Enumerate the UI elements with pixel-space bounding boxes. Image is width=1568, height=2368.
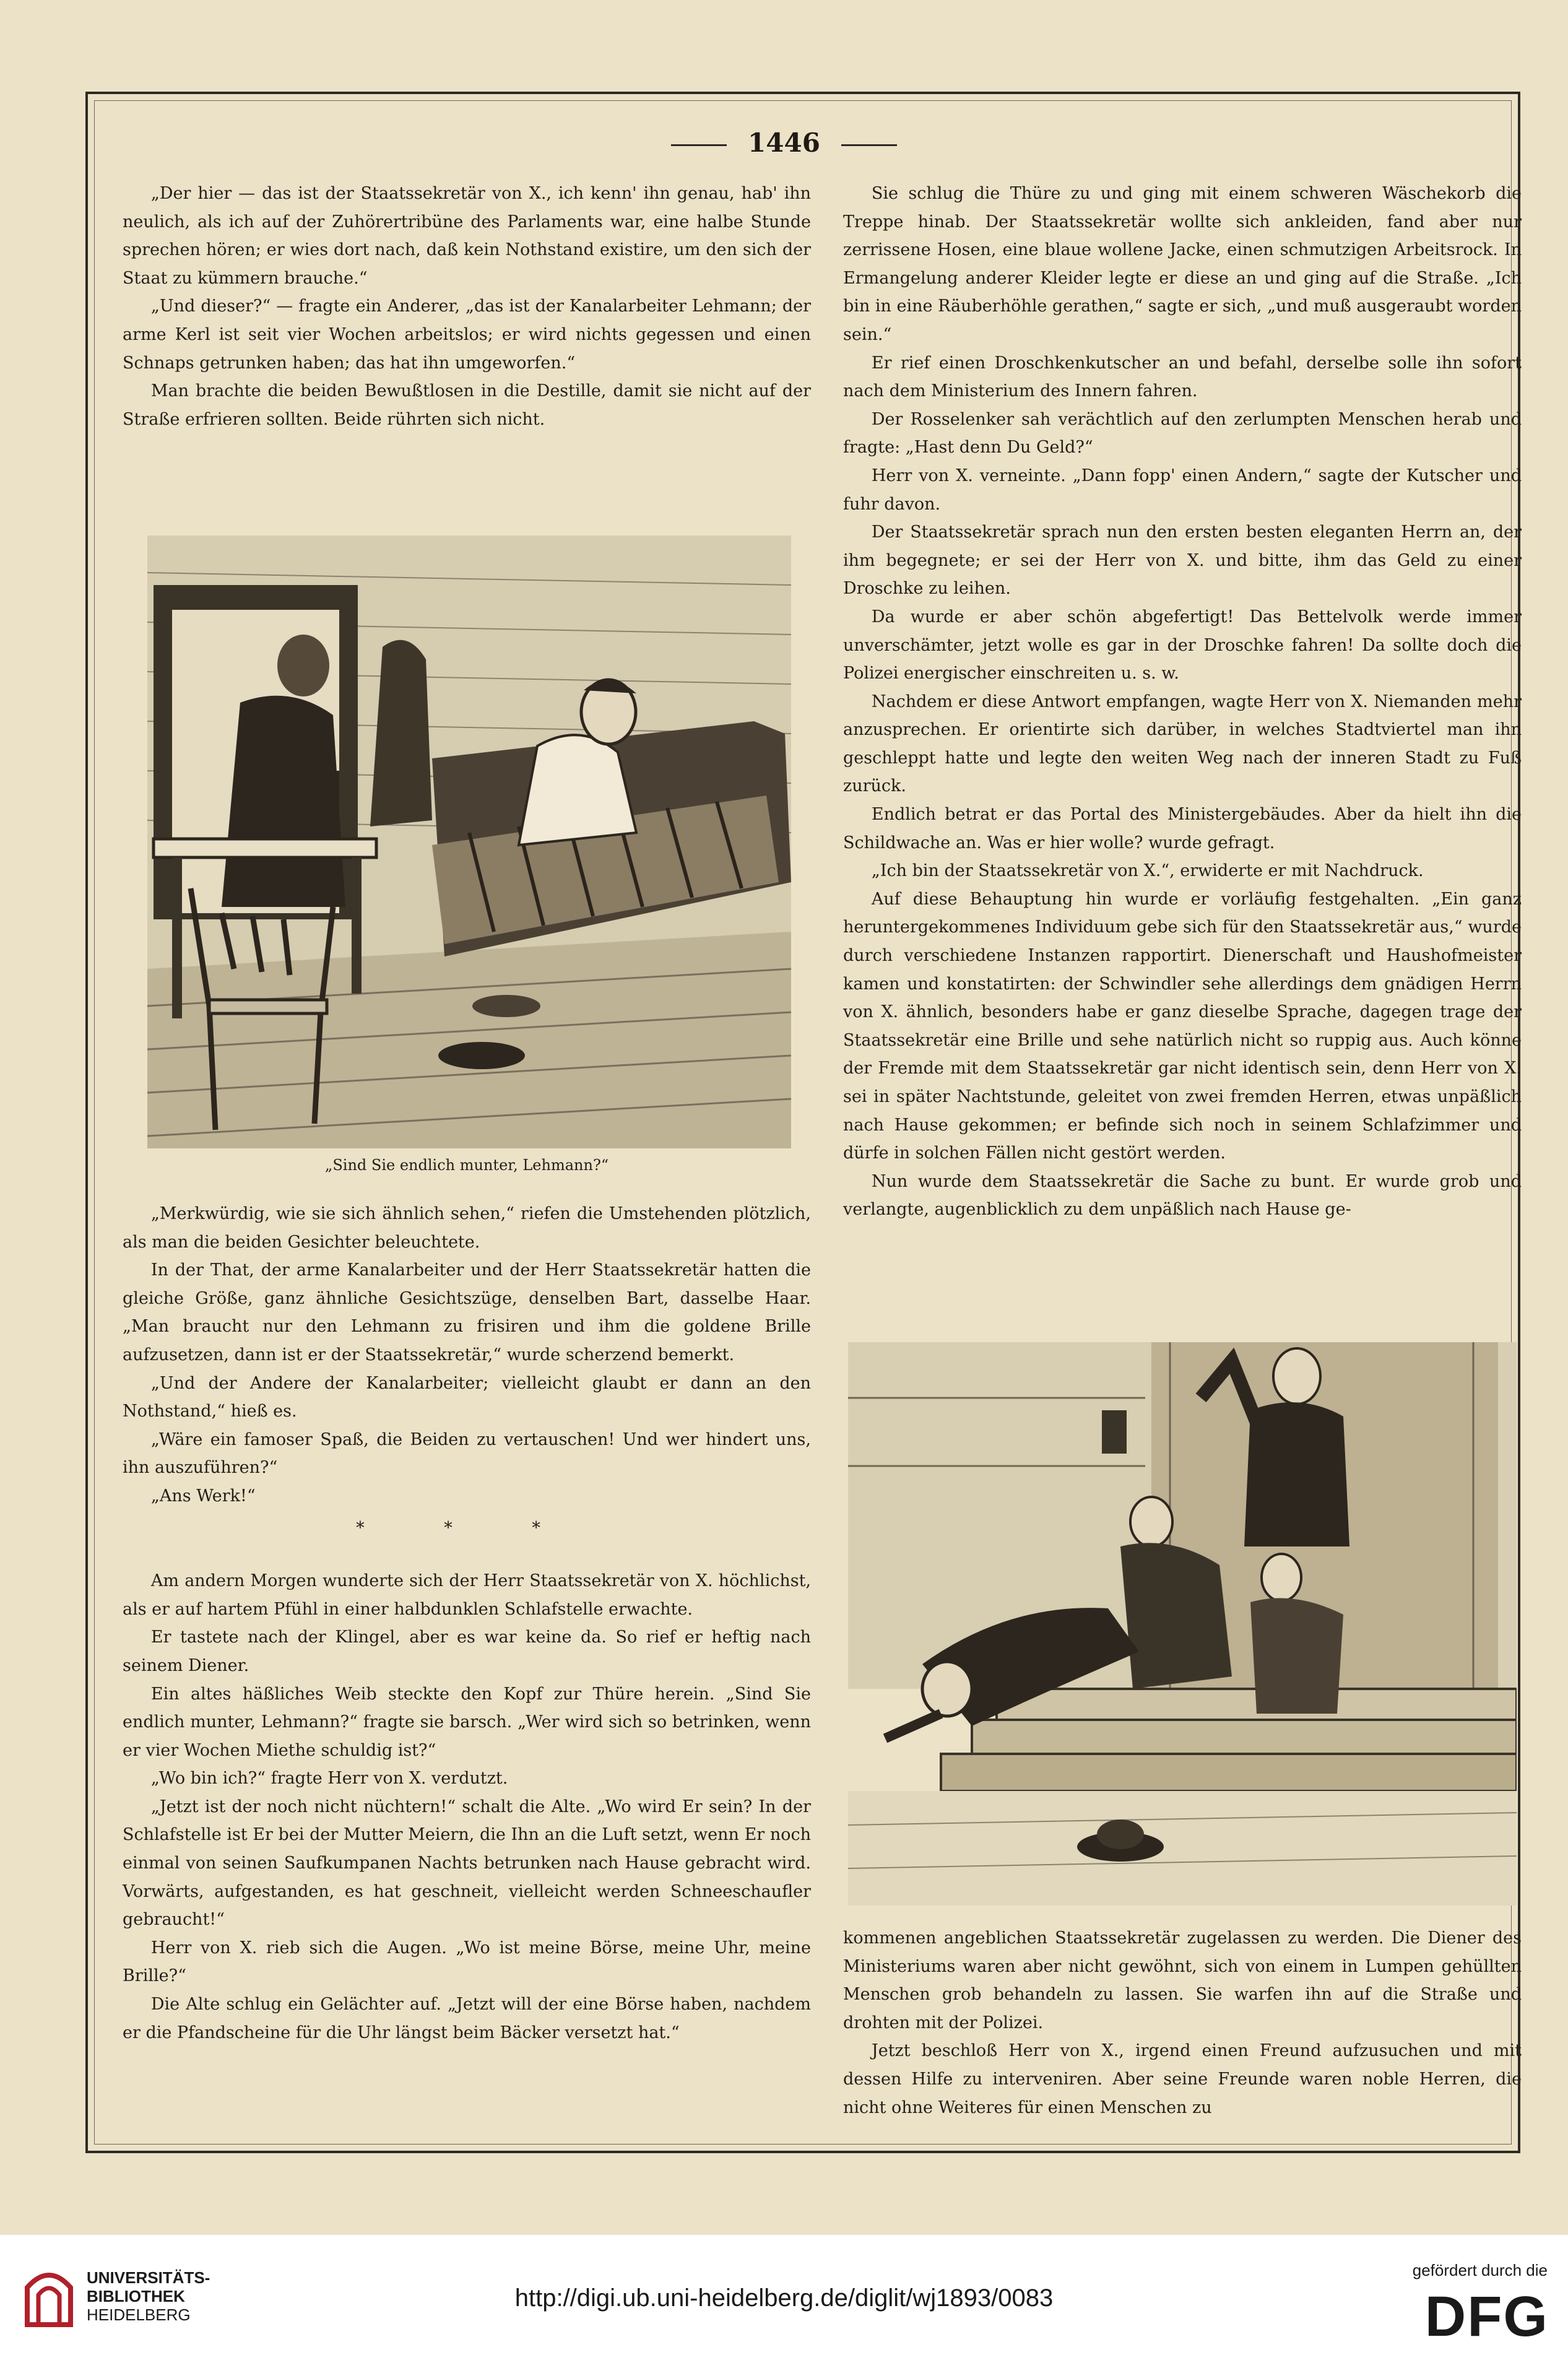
- paragraph: Er rief einen Droschkenkutscher an und befahl, derselbe solle ihn sofort nach dem Ministerium des Innern fahren.: [843, 353, 1522, 401]
- paragraph: Ein altes häßliches Weib steckte den Kopf zur Thüre herein. „Sind Sie endlich munter, Lehmann?“ fragte sie barsch. „Wer wird sich so betrinken, wenn er vier Wochen Miethe schuldig ist?“: [123, 1684, 811, 1760]
- bedroom-engraving: [147, 536, 791, 1148]
- illustration-caption: „Sind Sie endlich munter, Lehmann?“: [324, 1156, 609, 1174]
- paragraph: Nun wurde dem Staatssekretär die Sache zu bunt. Er wurde grob und verlangte, augenblicklich zu dem unpäßlich nach Hause ge-: [843, 1171, 1522, 1220]
- page-number: [0, 128, 1568, 158]
- paragraph: Der Staatssekretär sprach nun den ersten besten eleganten Herrn an, der ihm begegnete; er sei der Herr von X. und bitte, ihm das Geld zu einer Droschke zu leihen.: [843, 523, 1522, 599]
- funded-by-label: gefördert durch die: [1412, 2261, 1548, 2279]
- paragraph: „Ans Werk!“: [150, 1486, 256, 1506]
- dash-left: [671, 144, 727, 146]
- paragraph: Er tastete nach der Klingel, aber es war keine da. So rief er heftig nach seinem Diener.: [123, 1628, 811, 1675]
- paragraph: Der Rosselenker sah verächtlich auf den zerlumpten Menschen herab und fragte: „Hast denn Du Geld?“: [843, 409, 1522, 458]
- paragraph: Die Alte schlug ein Gelächter auf. „Jetzt will der eine Börse haben, nachdem er die Pfandscheine für die Uhr längst beim Bäcker versetzt hat.“: [123, 1995, 811, 2042]
- left-column-bottom: [123, 1200, 811, 2047]
- library-name-line1: UNIVERSITÄTS-: [87, 2268, 210, 2287]
- paragraph: „Jetzt ist der noch nicht nüchtern!“ schalt die Alte. „Wo wird Er sein? In der Schlafstelle ist Er bei der Mutter Meiern, die Ihn an die Luft setzt, wenn Er noch einmal von seinen Saufkumpanen Nachts betrunken nach Hause gebracht wird. Vorwärts, aufgestanden, es hat geschneit, vielleicht werden Schneeschaufler gebraucht!“: [123, 1797, 811, 1930]
- paragraph: Herr von X. rieb sich die Augen. „Wo ist meine Börse, meine Uhr, meine Brille?“: [123, 1938, 811, 1986]
- paragraph: „Und dieser?“ — fragte ein Anderer, „das ist der Kanalarbeiter Lehmann; der arme Kerl ist seit vier Wochen arbeitslos; er wird nichts gegessen und einen Schnaps getrunken haben; das hat ihn umgeworfen.“: [123, 297, 811, 373]
- paragraph: Endlich betrat er das Portal des Ministergebäudes. Aber da hielt ihn die Schildwache an. Was er hier wolle? wurde gefragt.: [843, 805, 1522, 852]
- paragraph: Man brachte die beiden Bewußtlosen in die Destille, damit sie nicht auf der Straße erfrieren sollten. Beide rührten sich nicht.: [123, 381, 811, 429]
- page-number-text: 1446: [748, 128, 820, 158]
- paragraph: Am andern Morgen wunderte sich der Herr Staatssekretär von X. höchlichst, als er auf hartem Pfühl in einer halbdunklen Schlafstelle erwachte.: [123, 1571, 811, 1619]
- paragraph: „Ich bin der Staatssekretär von X.“, erwiderte er mit Nachdruck.: [871, 861, 1424, 881]
- paragraph: Nachdem er diese Antwort empfangen, wagte Herr von X. Niemanden mehr anzusprechen. Er orientirte sich darüber, in welches Stadtviertel man ihn geschleppt hatte und legte den weiten Weg nach der inneren Stadt zu Fuß zurück.: [843, 692, 1522, 796]
- illustration-bedroom: [147, 536, 791, 1148]
- paragraph: „Wäre ein famoser Spaß, die Beiden zu vertauschen! Und wer hindert uns, ihn auszuführen?“: [123, 1429, 811, 1478]
- left-column-top: [123, 180, 811, 433]
- source-url-link[interactable]: http://digi.ub.uni-heidelberg.de/diglit/wj1893/0083: [514, 2284, 1054, 2312]
- paragraph: Jetzt beschloß Herr von X., irgend einen Freund aufzusuchen und mit dessen Hilfe zu interveniren. Aber seine Freunde waren noble Herren, die nicht ohne Weiteres für einen Menschen zu: [843, 2041, 1522, 2117]
- library-name-line3: HEIDELBERG: [87, 2305, 191, 2324]
- right-column-top: [843, 180, 1522, 1224]
- paragraph: „Wo bin ich?“ fragte Herr von X. verdutzt.: [150, 1769, 508, 1789]
- paragraph: „Der hier — das ist der Staatssekretär von X., ich kenn' ihn genau, hab' ihn neulich, als ich auf der Zuhörertribüne des Parlaments war, eine halbe Stunde sprechen hören; er wies dort nach, daß kein Nothstand existire, um den sich der Staat zu kümmern brauche.“: [123, 184, 811, 288]
- paragraph: kommenen angeblichen Staatssekretär zugelassen zu werden. Die Diener des Ministeriums waren aber nicht gewöhnt, sich von einem in Lumpen gehüllten Menschen grob behandeln zu lassen. Sie warfen ihn auf die Straße und drohten mit der Polizei.: [843, 1928, 1522, 2032]
- paragraph: „Merkwürdig, wie sie sich ähnlich sehen,“ riefen die Umstehenden plötzlich, als man die beiden Gesichter beleuchtete.: [123, 1204, 811, 1252]
- library-name-line2: BIBLIOTHEK: [87, 2287, 185, 2305]
- right-column-bottom: [843, 1924, 1522, 2122]
- dash-right: [841, 144, 897, 146]
- paragraph: Auf diese Behauptung hin wurde er vorläufig festgehalten. „Ein ganz heruntergekommenes Individuum gebe sich für den Staatssekretär aus,“ wurde durch verschiedene Instanzen rapportirt. Dienerschaft und Haushofmeister kamen und konstatirten: der Schwindler sehe allerdings dem gnädigen Herrn von X. ähnlich, besonders habe er ganz dieselbe Sprache, dagegen trage der Staatssekretär eine Brille und sehe natürlich nicht so ruppig aus. Auch könne der Fremde mit dem Staatssekretär gar nicht identisch sein, denn Herr von X. sei in später Nachtstunde, geleitet von zwei fremden Herren, etwas unpäßlich nach Hause gekommen; er befinde sich noch in seinem Schlafzimmer und dürfe in solchen Fällen nicht gestört werden.: [843, 889, 1522, 1163]
- paragraph: Sie schlug die Thüre zu und ging mit einem schweren Wäschekorb die Treppe hinab. Der Staatssekretär wollte sich ankleiden, fand aber nur zerrissene Hosen, eine blaue wollene Jacke, einen schmutzigen Arbeitsrock. In Ermangelung anderer Kleider legte er diese an und ging auf die Straße. „Ich bin in eine Räuberhöhle gerathen,“ sagte er sich, „und muß ausgeraubt worden sein.“: [843, 184, 1522, 344]
- dfg-logo: DFG: [1424, 2285, 1549, 2348]
- illustration-thrown-out: [848, 1342, 1517, 1906]
- section-separator: * * *: [356, 1518, 578, 1538]
- paragraph: In der That, der arme Kanalarbeiter und der Herr Staatssekretär hatten die gleiche Größe, ganz ähnliche Gesichtszüge, denselben Bart, dasselbe Haar. „Man braucht nur den Lehmann zu frisiren und ihm die goldene Brille aufzusetzen, dann ist er der Staatssekretär,“ wurde scherzend bemerkt.: [123, 1260, 811, 1364]
- paragraph: Da wurde er aber schön abgefertigt! Das Bettelvolk werde immer unverschämter, jetzt wolle es gar in der Droschke fahren! Da sollte doch die Polizei energischer einschreiten u. s. w.: [843, 607, 1522, 683]
- street-engraving: [848, 1342, 1517, 1906]
- paragraph: Herr von X. verneinte. „Dann fopp' einen Andern,“ sagte der Kutscher und fuhr davon.: [843, 466, 1522, 514]
- paragraph: „Und der Andere der Kanalarbeiter; vielleicht glaubt er dann an den Nothstand,“ hieß es.: [123, 1373, 811, 1421]
